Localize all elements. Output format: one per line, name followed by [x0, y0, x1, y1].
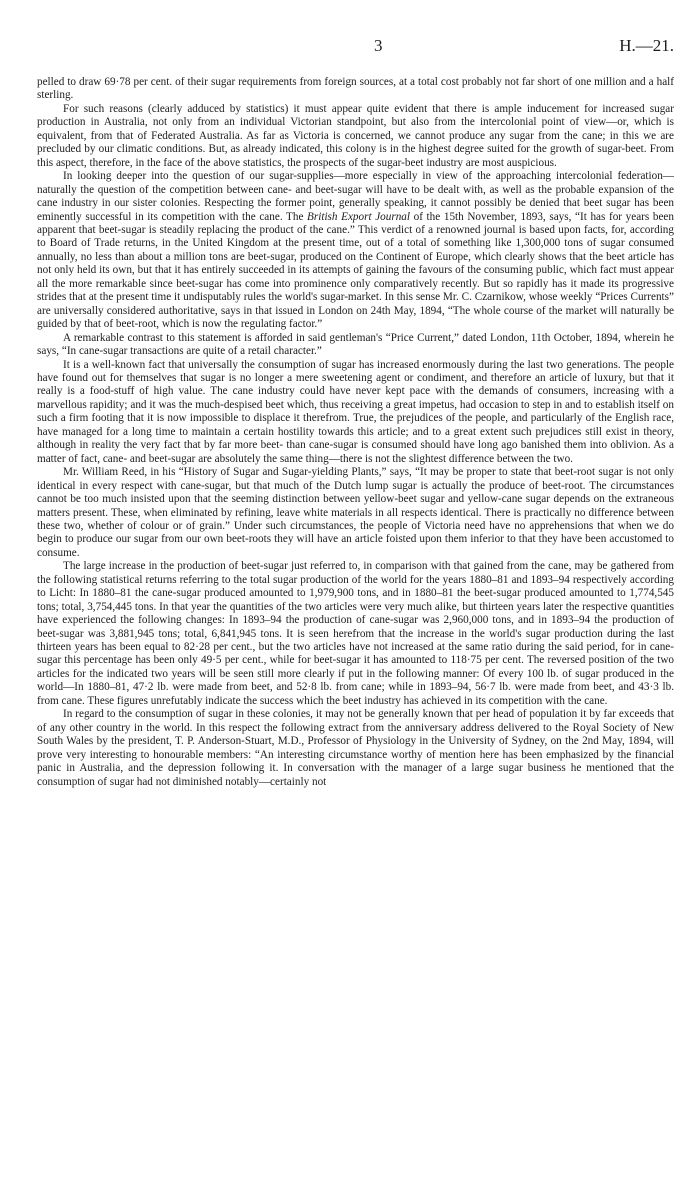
- paragraph: [37, 170, 674, 331]
- page-number: 3: [374, 36, 383, 55]
- paper-code: H.—21.: [619, 36, 674, 55]
- paragraph-text: In looking deeper into the question of our sugar-supplies—more especially in view of the approaching intercolonial federation—naturally the question of the competition between cane- and beet-sugar will have to be dealt with, as well as the probable expansion of the cane industry in our sister colonies. Respecting the former point, generally speaking, it cannot possibly be denied that beet sugar has been eminently successful in its competition with the cane. The: [37, 170, 674, 223]
- paragraph: Mr. William Reed, in his “History of Sugar and Sugar-yielding Plants,” says, “It may be proper to state that beet-root sugar is not only identical in every respect with cane-sugar, but that much of the Dutch lump sugar is actually the produce of beet-root. The circumstances cannot be too much insisted upon that the seeming distinction between yellow-beet sugar and yellow-cane sugar depends on the extraneous matters present. These, when eliminated by refining, leave white materials in all respects identical. There is practically no difference between these two, whether of colour or of grain.” Under such circumstances, the people of Victoria need have no apprehensions that when we do begin to produce our sugar from our own beet-roots they will have an article foisted upon them inferior to that they have been accustomed to consume.: [37, 466, 674, 559]
- paragraph: pelled to draw 69·78 per cent. of their sugar requirements from foreign sources, at a total cost probably not far short of one million and a half sterling.: [37, 76, 674, 102]
- body-text: [37, 76, 674, 789]
- paragraph: A remarkable contrast to this statement is afforded in said gentleman's “Price Current,” dated London, 11th October, 1894, wherein he says, “In cane-sugar transactions are quite of a retail character.”: [37, 331, 674, 358]
- journal-title: British Export Journal: [307, 210, 410, 223]
- paragraph-text: of the 15th November, 1893, says, “It has for years been apparent that beet-sugar is steadily replacing the product of the cane.” This verdict of a renowned journal is based upon facts, for, according to Board of Trade returns, in the United Kingdom at the present time, out of a total of something like 1,300,000 tons of sugar consumed annually, no less than about a million tons are beet-sugar, produced on the Continent of Europe, which clearly shows that the beet article has not only held its own, but that it has entirely succeeded in its attempts of gaining the favours of the consuming public, which fact must appear all the more remarkable since beet-sugar has come into prominence only comparatively recently. But so rapidly has it made its progressive strides that at the present time it undisputably rules the world's sugar-market. In this sense Mr. C. Czarnikow, whose weekly “Prices Currents” are universally considered authoritative, says in that issued in London on 24th May, 1894, “The whole course of the market will naturally be guided by that of beet-root, which is now the regulating factor.”: [37, 210, 674, 331]
- paragraph: For such reasons (clearly adduced by statistics) it must appear quite evident that there is ample inducement for increased sugar production in Australia, not only from an individual Victorian standpoint, but also from the intercolonial point of view—or, which is equivalent, from that of Federated Australia. As far as Victoria is concerned, we cannot produce any sugar from the cane; in this we are precluded by our climatic conditions. But, as already indicated, this colony is in the highest degree suited for the growth of sugar-beet. From this aspect, therefore, in the face of the above statistics, the prospects of the sugar-beet industry are most auspicious.: [37, 102, 674, 169]
- paragraph: The large increase in the production of beet-sugar just referred to, in comparison with that gained from the cane, may be gathered from the following statistical returns referring to the total sugar production of the world for the years 1880–81 and 1893–94 respectively according to Licht: In 1880–81 the cane-sugar produced amounted to 1,979,900 tons, and in 1880–81 the beet-sugar produced amounted to 1,774,545 tons; total, 3,754,445 tons. In that year the quantities of the two articles were very much alike, but thirteen years later the respective quantities have experienced the following changes: In 1893–94 the production of cane-sugar was 2,960,000 tons, and in 1893–94 the production of beet-sugar was 3,881,945 tons; total, 6,841,945 tons. It is seen herefrom that the increase in the world's sugar production during the last thirteen years has been equal to 82·28 per cent., but the two articles have not increased at the same ratio during the said period, for in cane-sugar this percentage has been only 49·5 per cent., while for beet-sugar it has amounted to 118·75 per cent. The reversed position of the two articles for the indicated two years will be seen still more clearly if put in the following manner: Of every 100 lb. of sugar produced in the world—In 1880–81, 47·2 lb. were made from beet, and 52·8 lb. from cane; while in 1893–94, 56·7 lb. were made from beet, and 43·3 lb. from cane. These figures unrefutably indicate the success which the beet industry has achieved in its competition with the cane.: [37, 560, 674, 707]
- paragraph: It is a well-known fact that universally the consumption of sugar has increased enormously during the last two generations. The people have found out for themselves that sugar is no longer a mere sweetening agent or condiment, and therefore an article of luxury, but that it really is a food-stuff of high value. The cane industry could have never kept pace with the demands of consumers, increasing with a marvellous rapidity; and it was the much-despised beet which, thus receiving a great impetus, had occasion to step in and to establish itself on such a firm footing that it is now impossible to displace it therefrom. True, the prejudices of the people, and particularly of the English race, have managed for a long time to maintain a certain hostility towards this article; and to a great extent such prejudices still exist in theory, although in reality the very fact that by far more beet- than cane-sugar is consumed should have long ago banished them into oblivion. As a matter of fact, cane- and beet-sugar are absolutely the same thing—there is not the slightest difference between the two.: [37, 358, 674, 465]
- paragraph: In regard to the consumption of sugar in these colonies, it may not be generally known that per head of population it by far exceeds that of any other country in the world. In this respect the following extract from the anniversary address delivered to the Royal Society of New South Wales by the president, T. P. Anderson-Stuart, M.D., Professor of Physiology in the University of Sydney, on the 2nd May, 1894, will prove very interesting to honourable members: “An interesting circumstance worthy of mention here has been emphasized by the financial panic in Australia, and the depression following it. In conversation with the manager of a large sugar business he mentioned that the consumption of sugar had not diminished notably—certainly not: [37, 708, 674, 788]
- page-header: [37, 36, 674, 62]
